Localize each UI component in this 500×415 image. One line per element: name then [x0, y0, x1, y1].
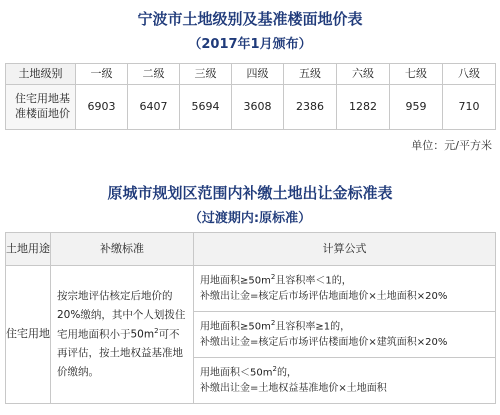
header-cell: 六级 [337, 64, 390, 85]
land-use-cell: 住宅用地 [6, 266, 51, 404]
price-cell: 3608 [232, 85, 284, 130]
price-cell: 710 [443, 85, 496, 130]
formula-cell [194, 358, 496, 404]
price-cell: 6903 [76, 85, 128, 130]
standard-cell [51, 266, 194, 404]
price-cell: 1282 [337, 85, 390, 130]
header-land-use: 土地用途 [6, 233, 51, 266]
condition-text: 且容积率＜1的， [275, 275, 352, 287]
formula-calc: 补缴出让金=核定后市场评估楼面地价×建筑面积×20% [200, 337, 448, 349]
formula-cell [194, 312, 496, 358]
price-table-subtitle: （2017年1月颁布） [188, 37, 312, 52]
price-table-header-row [6, 64, 496, 85]
header-standard: 补缴标准 [51, 233, 194, 266]
condition-text: 的， [276, 367, 297, 379]
superscript: 2 [270, 272, 276, 281]
formula-calc: 补缴出让金=土地权益基准地价×土地面积 [200, 383, 387, 395]
formula-row [6, 266, 496, 312]
row-label-cell: 住宅用地基准楼面地价 [6, 85, 76, 130]
price-cell: 5694 [180, 85, 232, 130]
price-table-title: 宁波市土地级别及基准楼面地价表 [137, 10, 363, 28]
superscript: 2 [270, 318, 276, 327]
land-price-table [5, 63, 496, 130]
header-cell: 七级 [390, 64, 443, 85]
condition-text: 用地面积≥50m [200, 275, 271, 287]
formula-condition [200, 364, 489, 381]
superscript: 2 [154, 326, 159, 335]
supplement-fee-table [5, 232, 496, 404]
price-cell: 6407 [128, 85, 180, 130]
condition-text: 用地面积＜50m [200, 367, 273, 379]
condition-text: 且容积率≥1的， [275, 321, 351, 333]
price-cell: 2386 [284, 85, 337, 130]
superscript: 2 [272, 364, 277, 373]
header-cell: 八级 [443, 64, 496, 85]
unit-label: 单位：元/平方米 [411, 139, 492, 152]
header-cell: 一级 [76, 64, 128, 85]
header-cell: 五级 [284, 64, 337, 85]
header-cell: 二级 [128, 64, 180, 85]
standard-text: 按宗地评估核定后地价的20%缴纳，其中个人划拨住宅用地面积小于50m [57, 290, 186, 341]
header-cell: 三级 [180, 64, 232, 85]
supplement-table-header-row [6, 233, 496, 266]
formula-condition [200, 318, 489, 335]
price-table-data-row [6, 85, 496, 130]
supplement-table-subtitle: （过渡期内:原标准） [188, 211, 312, 226]
price-cell: 959 [390, 85, 443, 130]
standard-text: 可不再评估，按土地权益基准地价缴纳。 [57, 328, 183, 379]
header-cell: 四级 [232, 64, 284, 85]
supplement-table-title: 原城市规划区范围内补缴土地出让金标准表 [107, 184, 393, 202]
condition-text: 用地面积≥50m [200, 321, 271, 333]
formula-condition [200, 272, 489, 289]
header-formula: 计算公式 [194, 233, 496, 266]
formula-cell [194, 266, 496, 312]
formula-calc: 补缴出让金=核定后市场评估地面地价×土地面积×20% [200, 291, 448, 303]
header-cell: 土地级别 [6, 64, 76, 85]
